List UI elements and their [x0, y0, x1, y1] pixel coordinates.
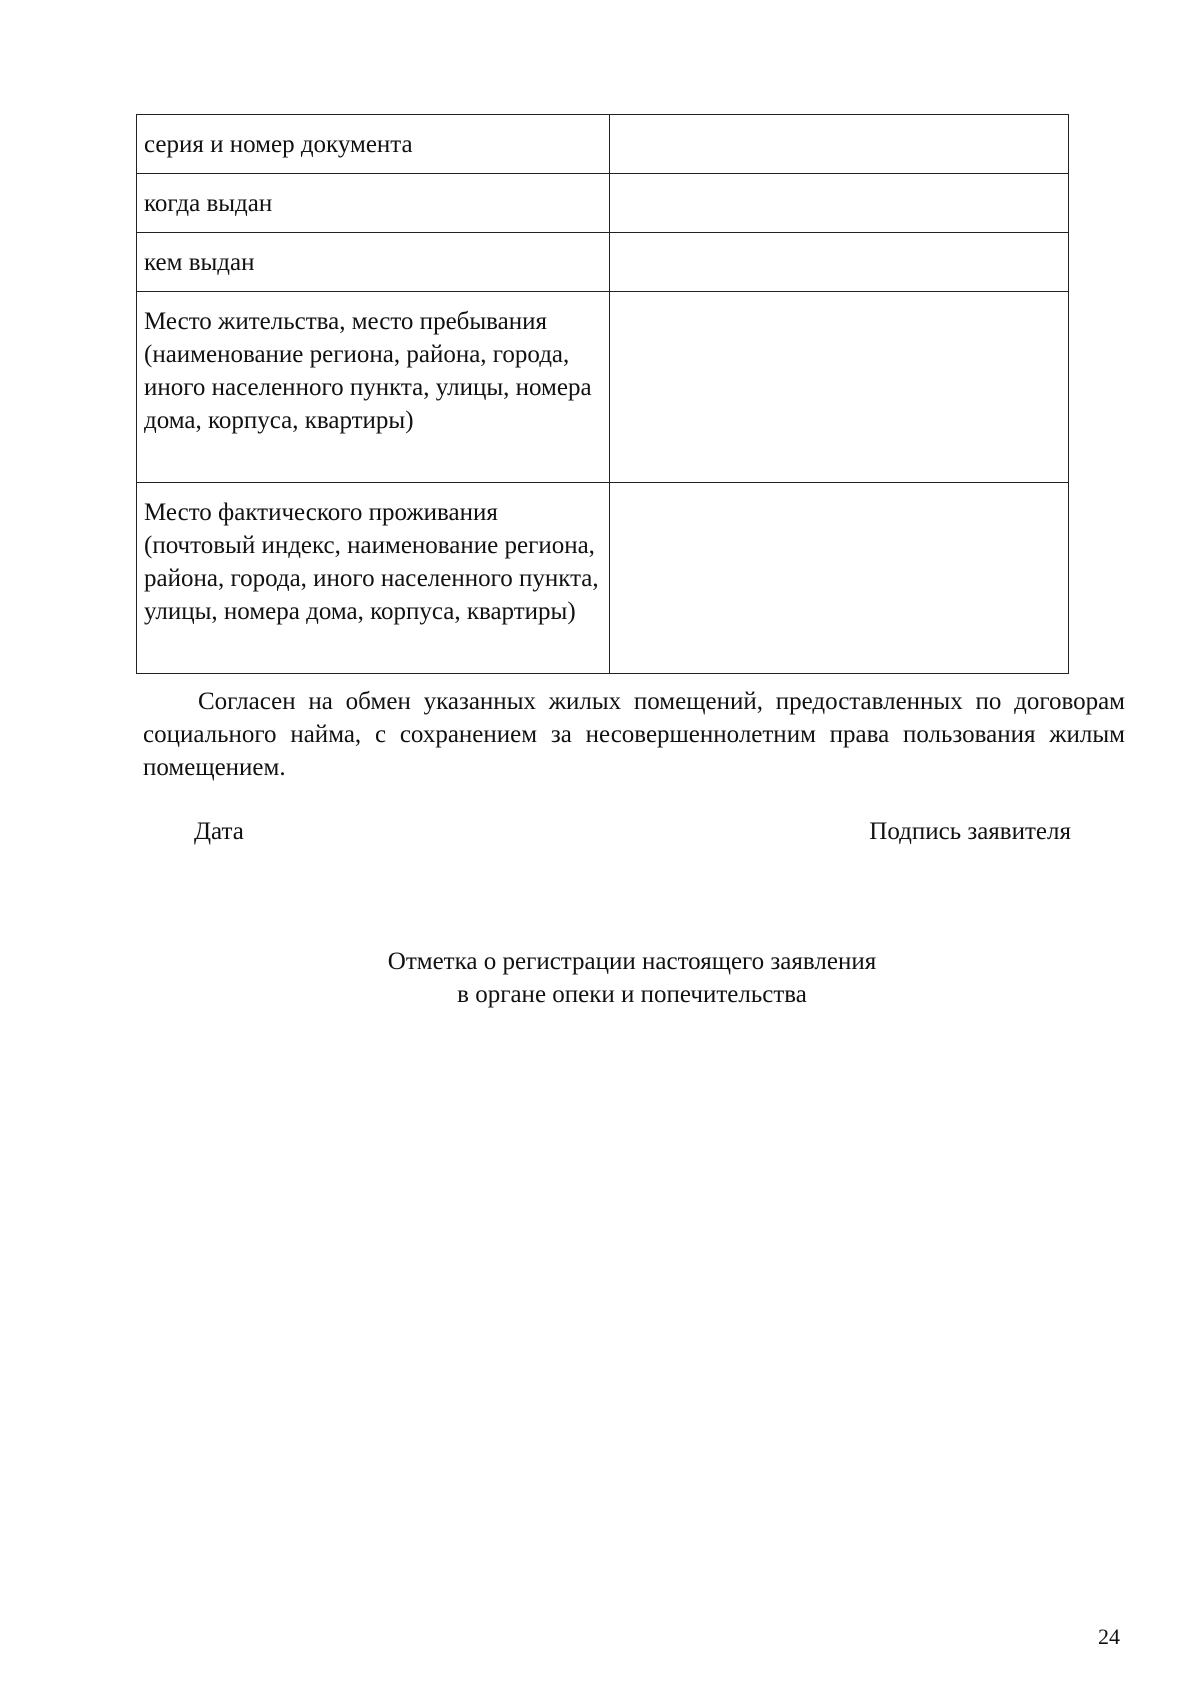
date-label: Дата: [194, 818, 244, 845]
table-label-cell: серия и номер документа: [137, 115, 610, 174]
table-label-cell: когда выдан: [137, 174, 610, 233]
consent-paragraph: Согласен на обмен указанных жилых помещений, предоставленных по договорам социального найма, с сохранением за несовершеннолетним права пользования жилым помещением.: [143, 688, 1125, 781]
registration-note-line: в органе опеки и попечительства: [457, 981, 807, 1008]
table-row: [137, 115, 1069, 174]
table-value-cell[interactable]: [610, 174, 1069, 233]
table-value-cell[interactable]: [610, 292, 1069, 483]
table-row: [137, 292, 1069, 483]
page-number: 24: [1098, 1624, 1120, 1649]
table-row: [137, 174, 1069, 233]
table-value-cell[interactable]: [610, 483, 1069, 674]
table-label-cell: Место жительства, место пребывания (наименование региона, района, города, иного населенного пункта, улицы, номера дома, корпуса, квартиры): [137, 292, 610, 483]
registration-note: [0, 945, 1200, 1011]
table-value-cell[interactable]: [610, 115, 1069, 174]
applicant-document-table: [136, 114, 1069, 674]
table-value-cell[interactable]: [610, 233, 1069, 292]
table-label-cell: кем выдан: [137, 233, 610, 292]
table-row: [137, 233, 1069, 292]
registration-note-line: Отметка о регистрации настоящего заявления: [387, 948, 877, 975]
signature-label: Подпись заявителя: [869, 818, 1071, 845]
table-label-cell: Место фактического проживания (почтовый индекс, наименование региона, района, города, иного населенного пункта, улицы, номера дома, корпуса, квартиры): [137, 483, 610, 674]
table-row: [137, 483, 1069, 674]
